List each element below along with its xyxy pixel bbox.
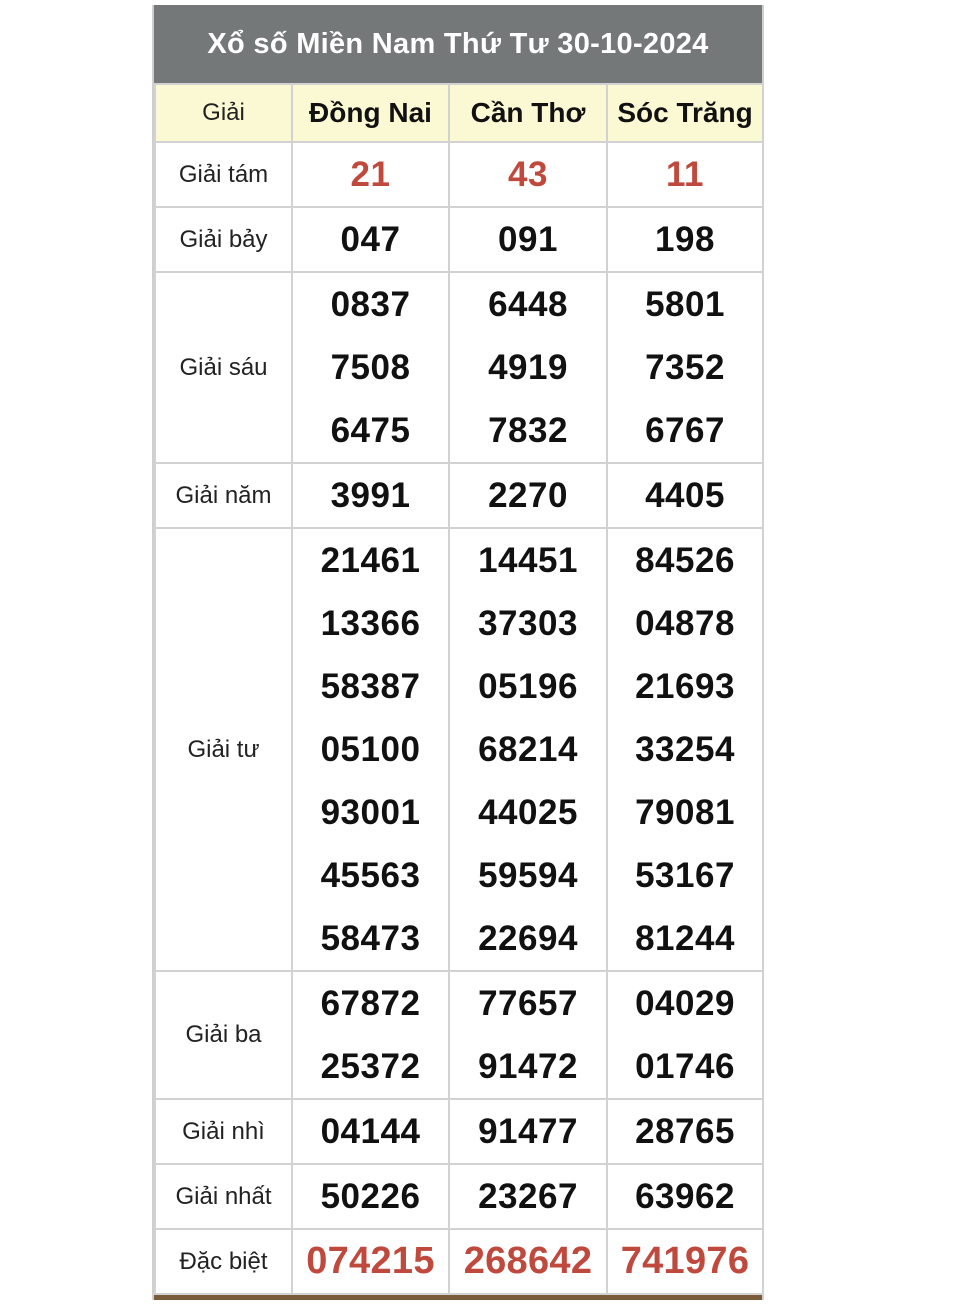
winning-number: 79081	[635, 793, 735, 832]
winning-number: 2270	[488, 476, 568, 515]
winning-number: 047	[340, 220, 401, 259]
prize-row	[155, 1229, 763, 1294]
winning-number: 0837	[330, 285, 411, 324]
winning-number: 5801	[645, 285, 725, 324]
winning-number: 25372	[320, 1047, 421, 1086]
result-cell	[607, 142, 763, 207]
prize-label: Giải nhất	[155, 1164, 292, 1229]
winning-number: 58473	[320, 919, 421, 958]
winning-number: 77657	[478, 984, 578, 1023]
result-cell	[292, 1099, 449, 1164]
winning-number: 58387	[320, 667, 421, 706]
winning-number: 37303	[478, 604, 578, 643]
prize-row	[155, 971, 763, 1099]
prize-label: Đặc biệt	[155, 1229, 292, 1294]
prize-row	[155, 272, 763, 463]
winning-number: 21693	[635, 667, 735, 706]
winning-number: 44025	[478, 793, 578, 832]
winning-number: 93001	[320, 793, 421, 832]
winning-number: 91477	[478, 1112, 578, 1151]
bottom-divider	[154, 1295, 762, 1300]
result-cell	[607, 272, 763, 463]
result-cell	[449, 207, 607, 272]
winning-number: 84526	[635, 541, 735, 580]
result-cell	[292, 971, 449, 1099]
result-cell	[449, 463, 607, 528]
result-cell	[292, 272, 449, 463]
winning-number: 091	[498, 220, 558, 259]
winning-number: 21	[350, 155, 391, 194]
winning-number: 7508	[330, 348, 411, 387]
prize-row	[155, 528, 763, 971]
winning-number: 91472	[478, 1047, 578, 1086]
result-cell	[292, 463, 449, 528]
prize-row	[155, 1099, 763, 1164]
winning-number: 33254	[635, 730, 735, 769]
lottery-results-card	[152, 5, 764, 1300]
winning-number: 04029	[635, 984, 735, 1023]
province-header[interactable]: Đồng Nai	[292, 84, 449, 142]
winning-number: 50226	[320, 1177, 421, 1216]
result-cell	[449, 142, 607, 207]
winning-number: 7832	[488, 411, 568, 450]
table-header-row	[155, 84, 763, 142]
prize-label: Giải sáu	[155, 272, 292, 463]
winning-number: 63962	[635, 1177, 735, 1216]
winning-number: 6448	[488, 285, 568, 324]
result-cell	[292, 1164, 449, 1229]
winning-number: 21461	[320, 541, 421, 580]
province-header[interactable]: Cần Thơ	[449, 84, 607, 142]
winning-number: 67872	[320, 984, 421, 1023]
winning-number: 04878	[635, 604, 735, 643]
winning-number: 6767	[645, 411, 725, 450]
prize-row	[155, 463, 763, 528]
winning-number: 7352	[645, 348, 725, 387]
result-cell	[292, 1229, 449, 1294]
winning-number: 05100	[320, 730, 421, 769]
winning-number: 05196	[478, 667, 578, 706]
winning-number: 4405	[645, 476, 725, 515]
result-cell	[292, 207, 449, 272]
prize-row	[155, 142, 763, 207]
result-cell	[607, 1164, 763, 1229]
result-cell	[607, 1099, 763, 1164]
result-cell	[607, 528, 763, 971]
winning-number: 23267	[478, 1177, 578, 1216]
result-cell	[449, 272, 607, 463]
result-cell	[292, 142, 449, 207]
winning-number: 28765	[635, 1112, 735, 1151]
result-cell	[292, 528, 449, 971]
prize-label: Giải năm	[155, 463, 292, 528]
result-cell	[449, 1229, 607, 1294]
result-cell	[607, 463, 763, 528]
winning-number: 3991	[330, 476, 411, 515]
winning-number: 4919	[488, 348, 568, 387]
prize-row	[155, 1164, 763, 1229]
winning-number: 01746	[635, 1047, 735, 1086]
results-table	[154, 83, 764, 1295]
special-prize-number: 074215	[306, 1240, 435, 1282]
winning-number: 59594	[478, 856, 578, 895]
winning-number: 198	[655, 220, 715, 259]
result-cell	[607, 207, 763, 272]
winning-number: 45563	[320, 856, 421, 895]
province-header[interactable]: Sóc Trăng	[607, 84, 763, 142]
winning-number: 43	[508, 155, 548, 194]
results-body	[155, 142, 763, 1294]
result-cell	[607, 971, 763, 1099]
winning-number: 04144	[320, 1112, 421, 1151]
result-cell	[449, 1099, 607, 1164]
result-cell	[607, 1229, 763, 1294]
winning-number: 11	[666, 155, 704, 194]
winning-number: 68214	[478, 730, 578, 769]
winning-number: 81244	[635, 919, 735, 958]
result-cell	[449, 971, 607, 1099]
prize-column-header: Giải	[155, 84, 292, 142]
prize-label: Giải nhì	[155, 1099, 292, 1164]
prize-label: Giải bảy	[155, 207, 292, 272]
prize-label: Giải tư	[155, 528, 292, 971]
special-prize-number: 741976	[620, 1240, 750, 1282]
winning-number: 14451	[478, 541, 578, 580]
prize-row	[155, 207, 763, 272]
winning-number: 13366	[320, 604, 421, 643]
special-prize-number: 268642	[463, 1240, 593, 1282]
winning-number: 53167	[635, 856, 735, 895]
result-cell	[449, 528, 607, 971]
prize-label: Giải ba	[155, 971, 292, 1099]
prize-label: Giải tám	[155, 142, 292, 207]
winning-number: 6475	[330, 411, 411, 450]
page-title: Xổ số Miền Nam Thứ Tư 30-10-2024	[154, 5, 762, 83]
result-cell	[449, 1164, 607, 1229]
winning-number: 22694	[478, 919, 578, 958]
